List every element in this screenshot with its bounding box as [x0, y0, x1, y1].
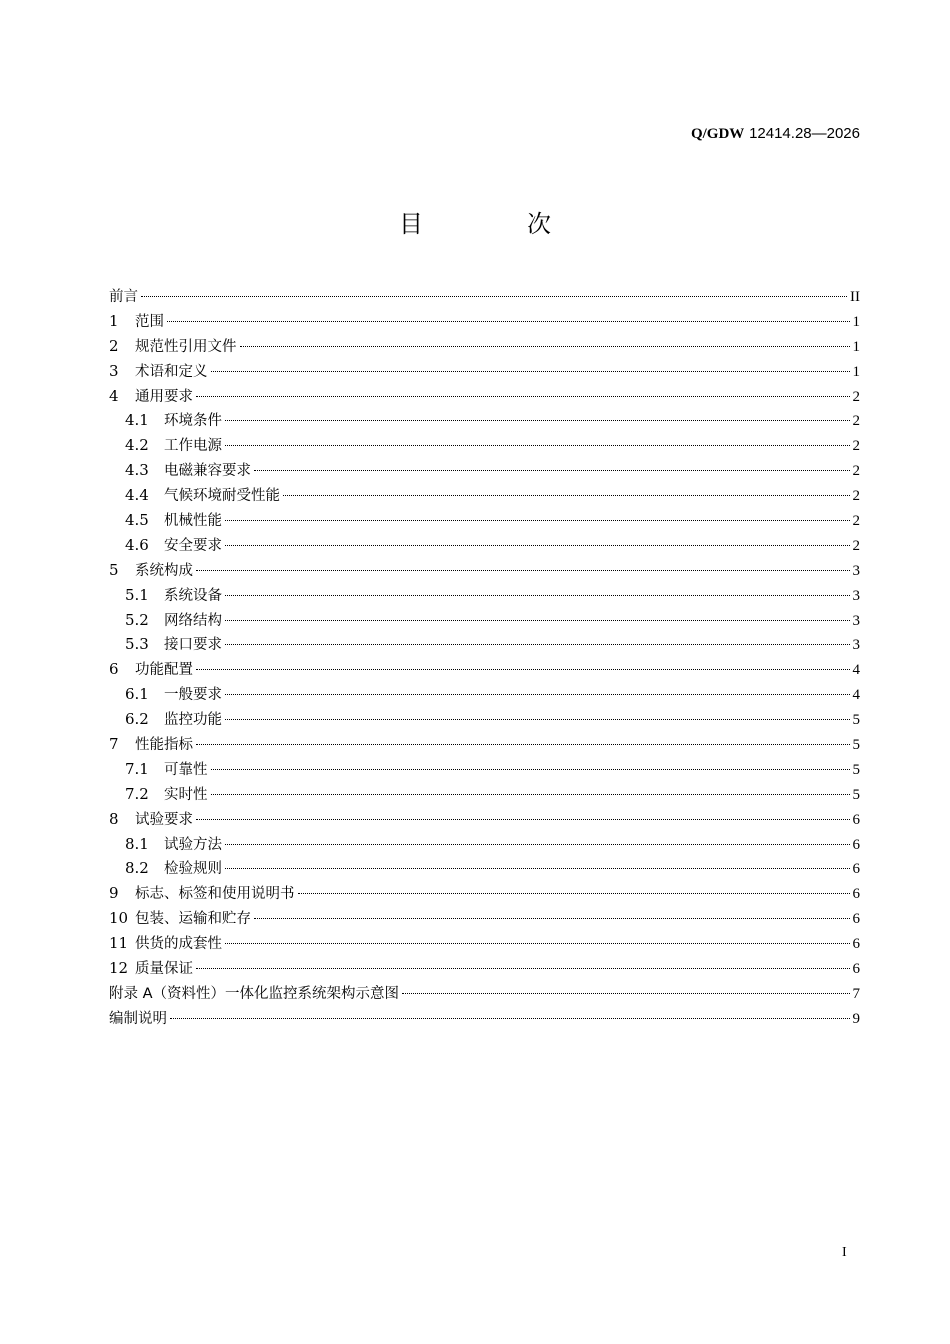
toc-entry[interactable]	[109, 408, 860, 433]
toc-entry-page: 2	[852, 488, 860, 505]
toc-entry-label	[109, 284, 138, 310]
toc-entry-page: 7	[852, 985, 860, 1002]
toc-entry-text: 一般要求	[164, 687, 222, 704]
toc-entry-number: 8.1	[125, 834, 149, 853]
toc-entry-number: 3	[109, 361, 119, 380]
toc-entry[interactable]	[109, 284, 860, 309]
toc-entry[interactable]	[109, 931, 860, 956]
toc-entry-text: 编制说明	[109, 1010, 167, 1027]
toc-entry-text: 前言	[109, 289, 138, 305]
toc-entry-page: 6	[852, 836, 860, 853]
toc-entry-number: 5.3	[125, 635, 149, 654]
toc-entry[interactable]	[109, 707, 860, 732]
toc-entry[interactable]	[109, 632, 860, 657]
toc-entry-page: 5	[852, 712, 860, 729]
toc-entry-text: 供货的成套性	[135, 936, 222, 953]
toc-entry[interactable]	[109, 956, 860, 981]
toc-entry-text: 可靠性	[164, 761, 208, 778]
toc-entry[interactable]	[109, 1006, 860, 1031]
toc-entry-text: 网络结构	[164, 612, 222, 629]
toc-entry-page: 5	[852, 786, 860, 803]
toc-dot-leader	[196, 968, 850, 969]
toc-entry-page: 6	[852, 911, 860, 928]
toc-entry-text: 环境条件	[164, 413, 222, 430]
toc-dot-leader	[225, 694, 850, 695]
toc-entry-label	[125, 483, 280, 509]
toc-entry-label	[109, 732, 193, 758]
toc-dot-leader	[240, 346, 850, 347]
document-code-prefix: Q/GDW	[690, 126, 745, 142]
toc-dot-leader	[211, 769, 850, 770]
toc-entry-text: 性能指标	[135, 737, 193, 754]
toc-entry-page: 5	[852, 737, 860, 754]
toc-entry[interactable]	[109, 508, 860, 533]
toc-entry-number: 6.1	[125, 685, 149, 704]
toc-dot-leader	[196, 669, 850, 670]
toc-entry-text: 标志、标签和使用说明书	[135, 886, 295, 903]
toc-entry-page: 6	[852, 861, 860, 878]
toc-entry-text: 附录 A（资料性）一体化监控系统架构示意图	[109, 985, 400, 1002]
toc-entry-number: 5	[109, 560, 119, 579]
toc-dot-leader	[225, 620, 850, 621]
toc-entry[interactable]	[109, 533, 860, 558]
toc-entry-page: 3	[852, 637, 860, 654]
toc-entry-label	[125, 707, 222, 733]
toc-entry-label	[125, 458, 251, 484]
toc-entry-page: 2	[852, 463, 860, 480]
toc-entry-label	[125, 508, 222, 534]
toc-entry-number: 8.2	[125, 859, 149, 878]
toc-dot-leader	[225, 445, 850, 446]
toc-entry-label	[109, 906, 251, 932]
toc-entry[interactable]	[109, 334, 860, 359]
toc-entry[interactable]	[109, 682, 860, 707]
toc-entry[interactable]	[109, 906, 860, 931]
toc-entry-page: 6	[852, 936, 860, 953]
toc-dot-leader	[254, 918, 850, 919]
document-code-number: 12414.28—2026	[749, 125, 860, 142]
toc-entry-text: 试验方法	[164, 836, 222, 853]
toc-entry-number: 5.1	[125, 585, 149, 604]
toc-entry-page: 1	[852, 363, 860, 380]
toc-entry[interactable]	[109, 309, 860, 334]
toc-entry[interactable]	[109, 981, 860, 1006]
toc-entry-number: 8	[109, 809, 119, 828]
toc-entry-number: 1	[109, 311, 119, 330]
toc-entry[interactable]	[109, 881, 860, 906]
toc-entry-text: 气候环境耐受性能	[164, 488, 280, 505]
toc-dot-leader	[225, 545, 850, 546]
toc-dot-leader	[196, 396, 850, 397]
page-number: I	[842, 1245, 847, 1260]
toc-dot-leader	[196, 819, 850, 820]
toc-dot-leader	[196, 744, 850, 745]
toc-entry-page: 6	[852, 811, 860, 828]
toc-entry-text: 机械性能	[164, 513, 222, 530]
toc-entry-text: 检验规则	[164, 861, 222, 878]
toc-dot-leader	[225, 520, 850, 521]
toc-entry-label	[125, 632, 222, 658]
toc-entry-number: 4.2	[125, 436, 149, 455]
toc-entry-page: 2	[852, 537, 860, 554]
toc-entry-label	[109, 807, 193, 833]
toc-entry-label	[125, 433, 222, 459]
toc-title: 目 次	[399, 210, 591, 238]
toc-entry-text: 范围	[135, 313, 164, 330]
toc-entry-label	[125, 533, 222, 559]
toc-entry-number: 6.2	[125, 710, 149, 729]
toc-entry-text: 监控功能	[164, 712, 222, 729]
toc-entry-label	[109, 1006, 167, 1032]
toc-entry-page: 4	[852, 687, 860, 704]
toc-entry[interactable]	[109, 359, 860, 384]
toc-entry-page: 3	[852, 587, 860, 604]
toc-dot-leader	[211, 371, 850, 372]
toc-dot-leader	[225, 420, 850, 421]
toc-entry-label	[109, 956, 193, 982]
toc-entry-label	[109, 931, 222, 957]
toc-entry[interactable]	[109, 732, 860, 757]
toc-entry-label	[109, 384, 193, 410]
toc-entry-number: 7.2	[125, 784, 149, 803]
toc-entry-number: 2	[109, 336, 119, 355]
toc-entry-text: 工作电源	[164, 438, 222, 455]
toc-entry[interactable]	[109, 458, 860, 483]
toc-entry[interactable]	[109, 807, 860, 832]
toc-dot-leader	[402, 993, 849, 994]
toc-entry-page: 1	[852, 313, 860, 330]
toc-dot-leader	[225, 719, 850, 720]
toc-entry-page: 4	[852, 662, 860, 679]
toc-entry-label	[125, 682, 222, 708]
toc-entry-number: 4.3	[125, 461, 149, 480]
toc-entry-number: 4	[109, 386, 119, 405]
toc-entry-label	[109, 309, 164, 335]
toc-entry-page: II	[850, 289, 860, 305]
toc-dot-leader	[196, 570, 850, 571]
toc-entry-label	[125, 782, 208, 808]
toc-entry-number: 7.1	[125, 759, 149, 778]
document-code	[691, 124, 860, 143]
toc-entry-page: 1	[852, 338, 860, 355]
toc-entry-page: 2	[852, 513, 860, 530]
toc-entry-label	[109, 334, 237, 360]
toc-entry-text: 试验要求	[135, 811, 193, 828]
toc-entry[interactable]	[109, 832, 860, 857]
toc-dot-leader	[167, 321, 850, 322]
toc-dot-leader	[211, 794, 850, 795]
toc-dot-leader	[170, 1018, 850, 1019]
toc-entry[interactable]	[109, 856, 860, 881]
toc-entry-text: 接口要求	[164, 637, 222, 654]
toc-entry-text: 术语和定义	[135, 363, 208, 380]
toc-dot-leader	[225, 644, 850, 645]
toc-entry-number: 10	[109, 909, 129, 928]
toc-entry-text: 安全要求	[164, 537, 222, 554]
toc-entry-label	[109, 558, 193, 584]
toc-entry-label	[125, 608, 222, 634]
table-of-contents	[109, 284, 860, 1031]
toc-entry[interactable]	[109, 782, 860, 807]
toc-entry-page: 5	[852, 761, 860, 778]
toc-entry[interactable]	[109, 558, 860, 583]
toc-dot-leader	[225, 868, 850, 869]
toc-entry-page: 2	[852, 388, 860, 405]
toc-entry-label	[125, 856, 222, 882]
toc-entry-number: 7	[109, 735, 119, 754]
toc-entry-label	[109, 657, 193, 683]
toc-entry-number: 4.1	[125, 411, 149, 430]
toc-dot-leader	[225, 844, 850, 845]
toc-entry-text: 功能配置	[135, 662, 193, 679]
toc-entry-number: 4.5	[125, 511, 149, 530]
toc-entry-text: 包装、运输和贮存	[135, 911, 251, 928]
toc-entry-label	[125, 583, 222, 609]
toc-entry-number: 5.2	[125, 610, 149, 629]
toc-dot-leader	[225, 595, 850, 596]
toc-entry-number: 4.4	[125, 486, 149, 505]
toc-entry-page: 3	[852, 562, 860, 579]
toc-entry-number: 12	[109, 959, 129, 978]
toc-entry-number: 4.6	[125, 535, 149, 554]
toc-entry-page: 3	[852, 612, 860, 629]
toc-entry-label	[109, 881, 295, 907]
toc-entry-text: 系统构成	[135, 562, 193, 579]
toc-entry-text: 实时性	[164, 786, 208, 803]
toc-entry[interactable]	[109, 583, 860, 608]
toc-entry-label	[109, 359, 208, 385]
toc-entry[interactable]	[109, 433, 860, 458]
toc-entry-page: 2	[852, 413, 860, 430]
toc-entry[interactable]	[109, 384, 860, 409]
toc-entry-page: 9	[852, 1010, 860, 1027]
toc-entry-label	[125, 757, 208, 783]
toc-entry-text: 电磁兼容要求	[164, 463, 251, 480]
toc-entry[interactable]	[109, 657, 860, 682]
toc-entry[interactable]	[109, 483, 860, 508]
toc-entry-number: 6	[109, 660, 119, 679]
toc-dot-leader	[225, 943, 850, 944]
toc-entry-number: 11	[109, 934, 129, 953]
toc-entry-page: 2	[852, 438, 860, 455]
toc-entry-text: 通用要求	[135, 388, 193, 405]
toc-dot-leader	[254, 470, 850, 471]
toc-dot-leader	[283, 495, 850, 496]
toc-entry-text: 规范性引用文件	[135, 338, 237, 355]
toc-entry[interactable]	[109, 757, 860, 782]
toc-entry-label	[125, 832, 222, 858]
toc-entry-label	[109, 981, 399, 1007]
toc-entry-page: 6	[852, 886, 860, 903]
toc-entry-text: 质量保证	[135, 961, 193, 978]
toc-entry-label	[125, 408, 222, 434]
toc-entry-number: 9	[109, 884, 119, 903]
toc-entry-page: 6	[852, 961, 860, 978]
toc-entry-text: 系统设备	[164, 587, 222, 604]
toc-dot-leader	[298, 893, 850, 894]
toc-dot-leader	[141, 296, 847, 297]
toc-entry[interactable]	[109, 608, 860, 633]
